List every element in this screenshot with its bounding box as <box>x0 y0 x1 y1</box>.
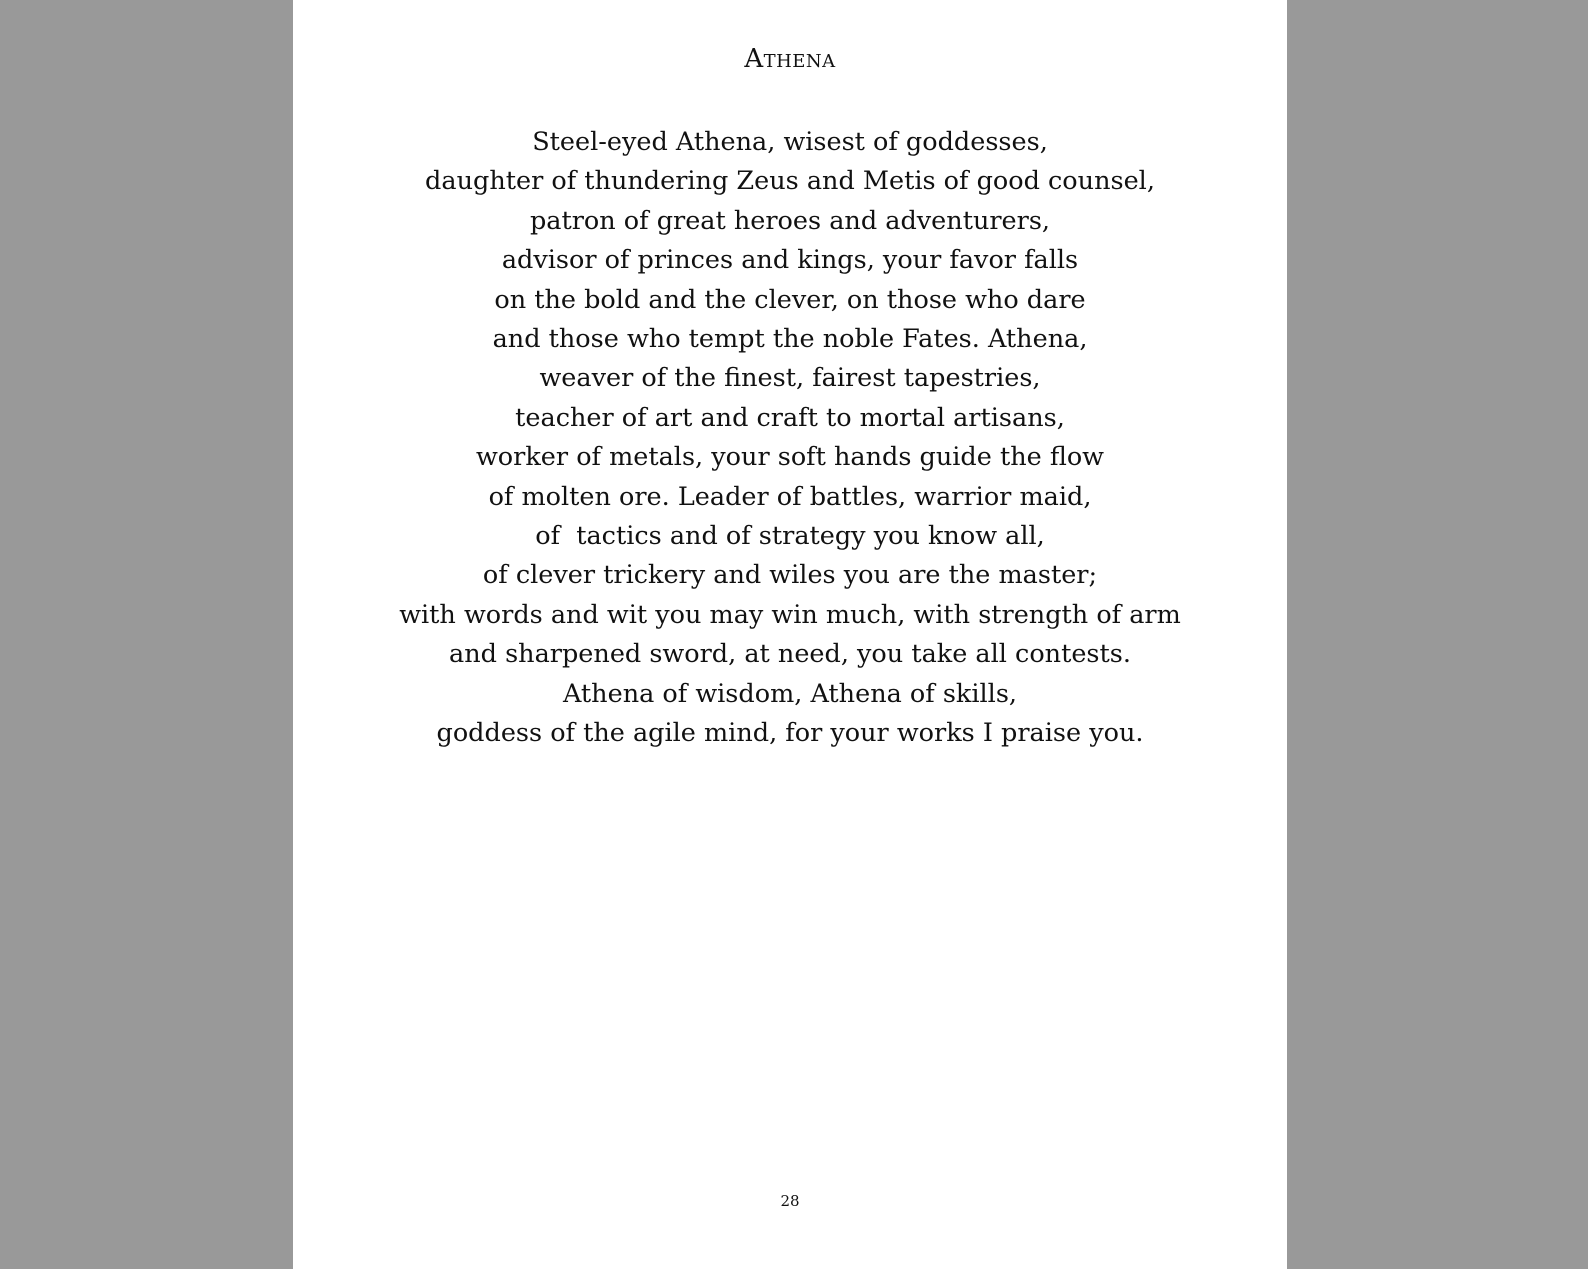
document-page <box>293 0 1287 1269</box>
poem-line: advisor of princes and kings, your favor falls <box>501 245 1079 276</box>
poem-line: and sharpened sword, at need, you take all contests. <box>449 639 1131 670</box>
poem-line: of tactics and of strategy you know all, <box>535 521 1045 552</box>
page-number: 28 <box>780 1192 800 1210</box>
poem-line: patron of great heroes and adventurers, <box>529 205 1051 236</box>
page-title: Athena <box>744 44 836 74</box>
poem-line: daughter of thundering Zeus and Metis of good counsel, <box>425 166 1155 197</box>
poem-line: of clever trickery and wiles you are the master; <box>482 560 1098 591</box>
poem-line: of molten ore. Leader of battles, warrior maid, <box>488 481 1092 512</box>
poem-line: Steel-eyed Athena, wisest of goddesses, <box>532 127 1048 157</box>
poem-line: weaver of the finest, fairest tapestries, <box>539 363 1041 394</box>
poem-line: worker of metals, your soft hands guide the flow <box>475 442 1105 473</box>
poem-body <box>293 123 1287 754</box>
poem-line: goddess of the agile mind, for your works I praise you. <box>436 718 1144 749</box>
poem-line: and those who tempt the noble Fates. Athena, <box>492 324 1088 355</box>
poem-line: with words and wit you may win much, with strength of arm <box>399 599 1181 630</box>
poem-line: Athena of wisdom, Athena of skills, <box>562 678 1018 709</box>
poem-line: on the bold and the clever, on those who dare <box>494 284 1086 315</box>
poem-line: teacher of art and craft to mortal artisans, <box>515 402 1065 433</box>
